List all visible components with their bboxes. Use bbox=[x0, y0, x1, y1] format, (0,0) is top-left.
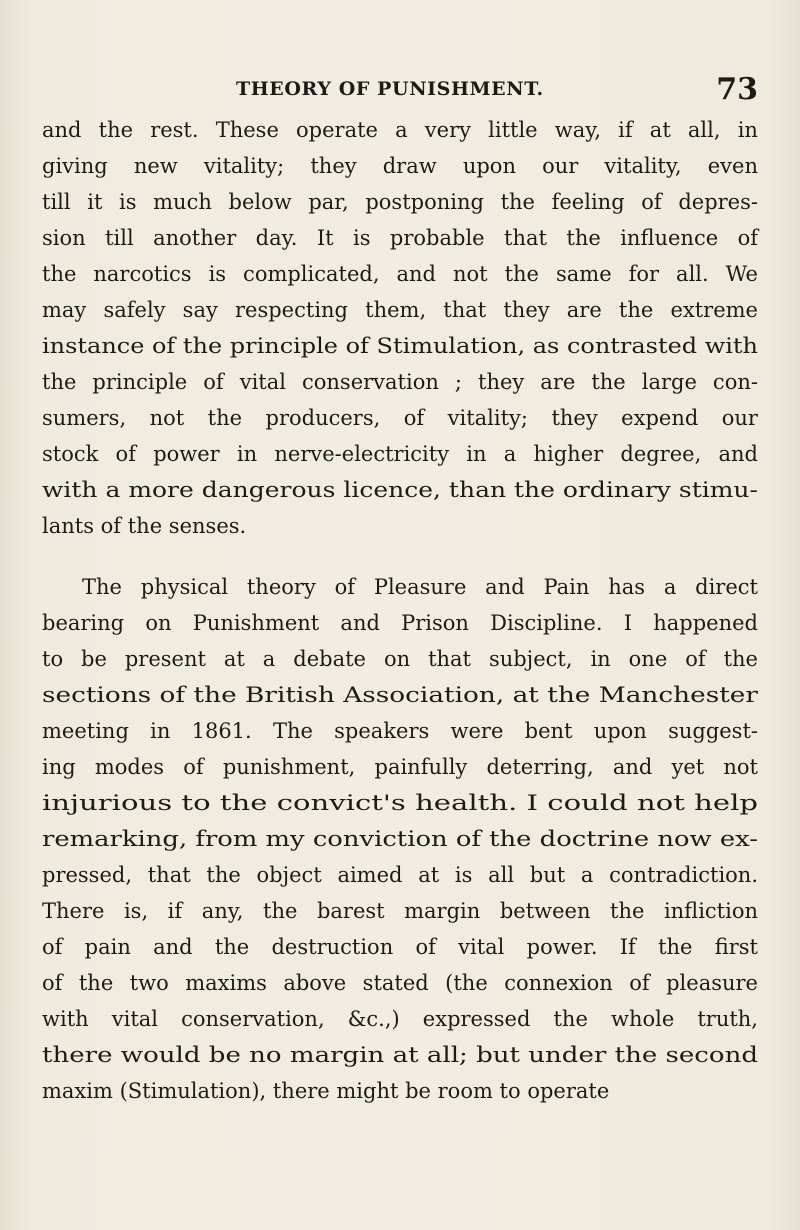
text-line-content: instance of the principle of Stimulation, as contrasted with bbox=[42, 334, 758, 358]
text-line bbox=[0, 403, 800, 433]
text-line-content: of the two maxims above stated (the connexion of pleasure bbox=[42, 971, 758, 995]
text-line-content: of pain and the destruction of vital power. If the first bbox=[42, 935, 758, 959]
running-head-title: THEORY OF PUNISHMENT. bbox=[236, 78, 544, 100]
text-line bbox=[0, 608, 800, 638]
text-line-content: with vital conservation, &c.,) expressed the whole truth, bbox=[42, 1007, 758, 1031]
text-line bbox=[0, 680, 800, 710]
text-line-content: sumers, not the producers, of vitality; they expend our bbox=[42, 406, 758, 430]
text-line bbox=[0, 932, 800, 962]
text-line bbox=[0, 367, 800, 397]
text-line bbox=[0, 968, 800, 998]
text-line bbox=[0, 716, 800, 746]
text-line-content: with a more dangerous licence, than the ordinary stimu- bbox=[42, 478, 758, 502]
text-line-content: there would be no margin at all; but under the second bbox=[42, 1043, 759, 1067]
text-line-content: ing modes of punishment, painfully deterring, and yet not bbox=[42, 755, 758, 779]
text-line-content: sion till another day. It is probable that the influence of bbox=[42, 226, 758, 250]
text-line bbox=[0, 788, 800, 818]
text-line bbox=[0, 331, 800, 361]
text-line bbox=[0, 572, 800, 602]
text-line-content: stock of power in nerve-electricity in a higher degree, and bbox=[42, 442, 758, 466]
text-line bbox=[0, 1076, 800, 1106]
text-line bbox=[0, 115, 800, 145]
text-line bbox=[0, 151, 800, 181]
text-line bbox=[0, 644, 800, 674]
text-line bbox=[0, 860, 800, 890]
text-line-content: meeting in 1861. The speakers were bent upon suggest- bbox=[42, 719, 758, 743]
text-line bbox=[0, 475, 800, 505]
text-line-content: injurious to the convict's health. I could not help bbox=[42, 791, 759, 815]
text-line bbox=[0, 1004, 800, 1034]
text-line bbox=[0, 752, 800, 782]
text-line-content: sections of the British Association, at the Manchester bbox=[42, 683, 758, 707]
text-line-content: and the rest. These operate a very little way, if at all, in bbox=[42, 118, 758, 142]
text-line-content: lants of the senses. bbox=[42, 514, 247, 538]
text-line bbox=[0, 187, 800, 217]
text-line-content: There is, if any, the barest margin between the infliction bbox=[42, 899, 758, 923]
text-line-content: the principle of vital conservation ; they are the large con- bbox=[42, 370, 758, 394]
text-line-content: The physical theory of Pleasure and Pain has a direct bbox=[82, 575, 758, 599]
text-line-content: till it is much below par, postponing the feeling of depres- bbox=[42, 190, 758, 214]
text-line bbox=[0, 295, 800, 325]
text-line-content: may safely say respecting them, that they are the extreme bbox=[42, 298, 758, 322]
text-line-content: maxim (Stimulation), there might be room to operate bbox=[42, 1079, 610, 1103]
text-line-content: pressed, that the object aimed at is all but a contradiction. bbox=[42, 863, 758, 887]
text-line bbox=[0, 824, 800, 854]
text-line-content: to be present at a debate on that subject, in one of the bbox=[42, 647, 758, 671]
text-line bbox=[0, 511, 800, 541]
text-line-content: the narcotics is complicated, and not the same for all. We bbox=[42, 262, 758, 286]
text-line-content: bearing on Punishment and Prison Discipline. I happened bbox=[42, 611, 758, 635]
text-line bbox=[0, 439, 800, 469]
text-line bbox=[0, 1040, 800, 1070]
page-number: 73 bbox=[716, 72, 758, 107]
text-line-content: remarking, from my conviction of the doctrine now ex- bbox=[42, 827, 758, 851]
text-line bbox=[0, 896, 800, 926]
text-line bbox=[0, 223, 800, 253]
text-line bbox=[0, 259, 800, 289]
text-line-content: giving new vitality; they draw upon our vitality, even bbox=[42, 154, 758, 178]
